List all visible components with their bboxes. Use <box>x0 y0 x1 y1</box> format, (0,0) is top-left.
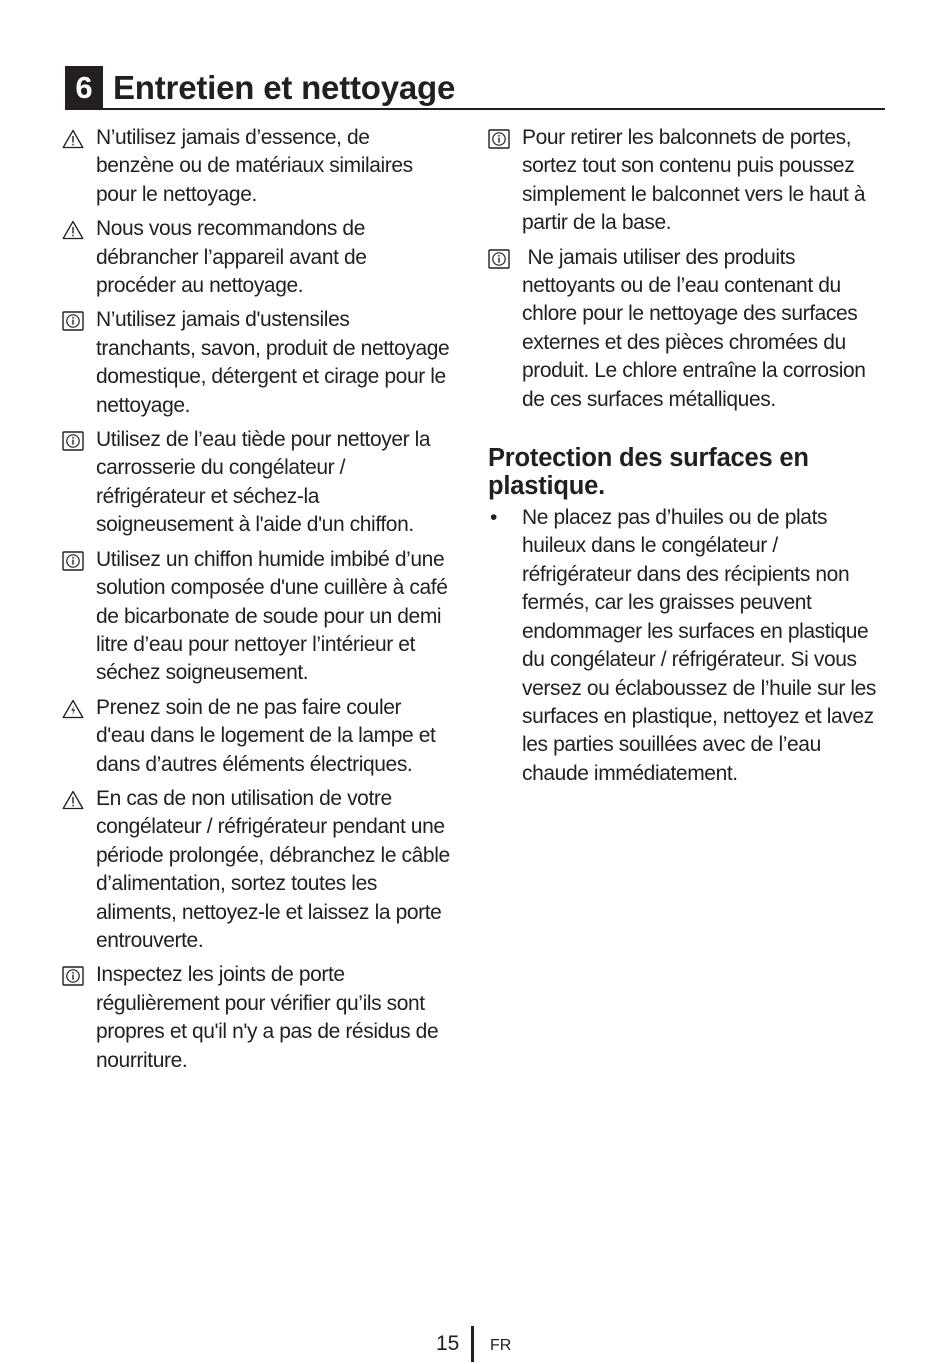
list-item <box>488 244 890 414</box>
right-column <box>488 124 890 794</box>
info-icon <box>488 129 510 149</box>
list-item <box>62 306 450 420</box>
info-icon <box>62 551 84 571</box>
warning-triangle-icon <box>62 790 84 810</box>
item-text: N’utilisez jamais d'ustensiles tranchants, savon, produit de nettoyage domestique, détergent et cirage pour le nettoyage. <box>96 308 450 417</box>
item-text: Inspectez les joints de porte régulièrement pour vérifier qu’ils sont propres et qu'il n'y a pas de résidus de nourriture. <box>96 963 439 1072</box>
chapter-title: Entretien et nettoyage <box>113 69 456 106</box>
item-text: Ne placez pas d’huiles ou de plats huileux dans le congélateur / réfrigérateur dans des récipients non fermés, car les graisses peuvent endommager les surfaces en plastique du congélateur / réfrigérateur. Si vous versez ou éclaboussez de l’huile sur les surfaces en plastique, nettoyez et lavez les parties souillées avec de l’eau chaude immédiatement. <box>522 506 877 785</box>
list-item <box>62 546 450 688</box>
chapter-header <box>65 66 885 110</box>
info-icon <box>488 249 510 269</box>
electric-warning-icon <box>62 699 84 719</box>
info-icon <box>62 966 84 986</box>
info-icon <box>62 311 84 331</box>
left-column <box>62 124 450 1081</box>
list-item <box>62 785 450 955</box>
item-text: En cas de non utilisation de votre congélateur / réfrigérateur pendant une période prolongée, débranchez le câble d’alimentation, sortez toutes les aliments, nettoyez-le et laissez la porte entrouverte. <box>96 786 450 952</box>
item-text: Nous vous recommandons de débrancher l’appareil avant de procéder au nettoyage. <box>96 217 367 298</box>
chapter-number: 6 <box>65 66 103 108</box>
list-item <box>62 961 450 1075</box>
language-code: FR <box>490 1337 512 1354</box>
warning-triangle-icon <box>62 129 84 149</box>
warning-triangle-icon <box>62 220 84 240</box>
footer-divider <box>471 1326 474 1362</box>
item-text: N’utilisez jamais d’essence, de benzène ou de matériaux similaires pour le nettoyage. <box>96 126 413 206</box>
bullet-marker: • <box>490 506 498 530</box>
item-text: Prenez soin de ne pas faire couler d'eau dans le logement de la lampe et dans d’autres éléments électriques. <box>96 695 436 776</box>
list-item <box>62 124 450 209</box>
item-text: Utilisez de l’eau tiède pour nettoyer la carrosserie du congélateur / réfrigérateur et séchez-la soigneusement à l'aide d'un chiffon. <box>96 428 431 537</box>
item-text: Utilisez un chiffon humide imbibé d’une solution composée d'une cuillère à café de bicarbonate de soude pour un demi litre d’eau pour nettoyer l’intérieur et séchez soigneusement. <box>96 547 448 685</box>
item-text: Pour retirer les balconnets de portes, sortez tout son contenu puis poussez simplement le balconnet vers le haut à partir de la base. <box>522 126 866 235</box>
list-item <box>62 215 450 300</box>
item-text: Ne jamais utiliser des produits nettoyants ou de l’eau contenant du chlore pour le nettoyage des surfaces externes et des pièces chromées du produit. Le chlore entraîne la corrosion de ces surfaces métalliques. <box>522 245 871 411</box>
section-title: Protection des surfaces en plastique. <box>488 444 809 501</box>
page-number: 15 <box>436 1332 460 1355</box>
list-item <box>62 426 450 540</box>
page-footer <box>0 1326 950 1362</box>
info-icon <box>62 431 84 451</box>
bullet-item <box>488 504 890 788</box>
list-item <box>62 694 450 779</box>
list-item <box>488 124 890 238</box>
